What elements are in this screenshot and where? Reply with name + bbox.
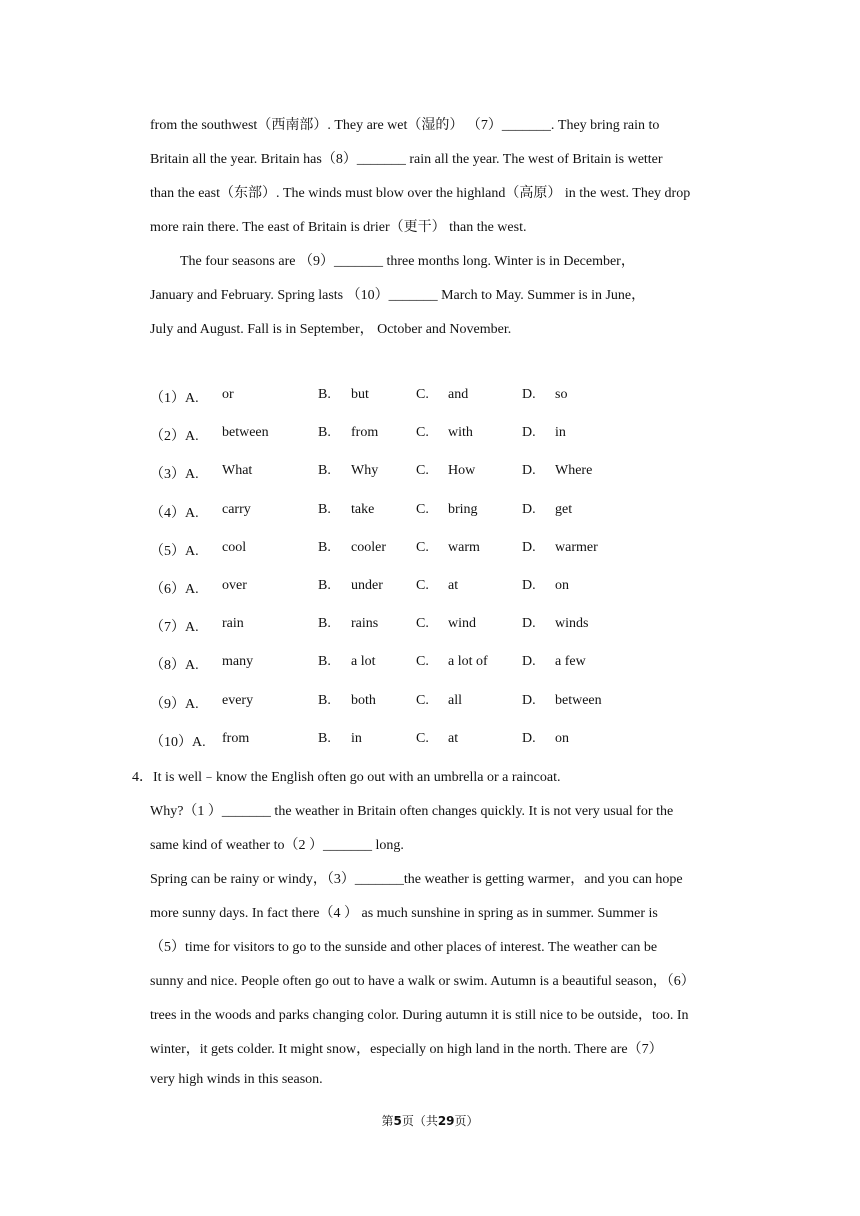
passage-line: January and February. Spring lasts （10）_______ March to May. Summer is in June， (150, 288, 646, 303)
option-c-label: C. (416, 540, 429, 555)
option-a-text: over (222, 578, 247, 593)
option-c-label: C. (416, 463, 429, 478)
passage-line: The four seasons are （9）_______ three months long. Winter is in December， (180, 254, 635, 269)
option-b-label: B. (318, 387, 331, 402)
option-a-text: or (222, 387, 234, 402)
footer-suffix: 页） (454, 1114, 479, 1128)
option-d-text: get (555, 502, 573, 517)
option-d-text: warmer (555, 540, 598, 555)
option-a-text: many (222, 654, 254, 669)
option-b-text: take (351, 502, 375, 517)
option-a-text: from (222, 731, 250, 746)
option-b-text: under (351, 578, 383, 593)
page-footer (0, 1112, 860, 1129)
passage-line: （5）time for visitors to go to the sunside and other places of interest. The weather can be (150, 940, 658, 955)
option-b-text: from (351, 425, 379, 440)
option-number: （2）A. (150, 429, 199, 444)
option-c-text: at (448, 731, 459, 746)
option-d-label: D. (522, 463, 536, 478)
option-d-text: so (555, 387, 568, 402)
footer-page-number: 5 (393, 1114, 402, 1128)
option-c-label: C. (416, 425, 429, 440)
option-d-label: D. (522, 654, 536, 669)
option-number: （7）A. (150, 620, 199, 635)
option-a-text: carry (222, 502, 251, 517)
passage-line: more rain there. The east of Britain is drier（更干） than the west. (150, 220, 527, 235)
option-b-text: both (351, 693, 376, 708)
option-d-label: D. (522, 578, 536, 593)
option-b-label: B. (318, 463, 331, 478)
option-d-label: D. (522, 616, 536, 631)
option-b-label: B. (318, 578, 331, 593)
option-d-label: D. (522, 731, 536, 746)
option-c-text: and (448, 387, 469, 402)
option-b-text: cooler (351, 540, 386, 555)
option-c-text: warm (448, 540, 480, 555)
option-number: （5）A. (150, 544, 199, 559)
option-c-text: with (448, 425, 473, 440)
option-c-label: C. (416, 502, 429, 517)
passage-line: same kind of weather to（2 ）_______ long. (150, 838, 404, 853)
question-4-title: 4．It is well﹣know the English often go out with an umbrella or a raincoat. (132, 770, 561, 785)
footer-prefix: 第 (381, 1114, 394, 1128)
option-d-label: D. (522, 540, 536, 555)
option-number: （9）A. (150, 697, 199, 712)
passage-line: July and August. Fall is in September， October and November. (150, 322, 512, 337)
option-b-text: but (351, 387, 369, 402)
option-b-label: B. (318, 502, 331, 517)
option-d-label: D. (522, 502, 536, 517)
option-c-label: C. (416, 578, 429, 593)
option-number: （3）A. (150, 467, 199, 482)
passage-line: Britain all the year. Britain has（8）_______ rain all the year. The west of Britain is wetter (150, 152, 663, 167)
option-c-label: C. (416, 654, 429, 669)
option-b-text: in (351, 731, 362, 746)
option-c-text: How (448, 463, 476, 478)
option-d-text: on (555, 578, 569, 593)
option-number: （10）A. (150, 735, 206, 750)
option-a-text: What (222, 463, 253, 478)
passage-line: Why?（1 ）_______ the weather in Britain often changes quickly. It is not very usual for the (150, 804, 674, 819)
option-b-label: B. (318, 425, 331, 440)
option-a-text: every (222, 693, 254, 708)
option-c-label: C. (416, 731, 429, 746)
option-b-label: B. (318, 616, 331, 631)
option-b-text: a lot (351, 654, 376, 669)
option-c-label: C. (416, 387, 429, 402)
option-c-text: bring (448, 502, 478, 517)
option-a-text: rain (222, 616, 244, 631)
option-number: （6）A. (150, 582, 199, 597)
option-d-text: Where (555, 463, 593, 478)
passage-line: winter，it gets colder. It might snow，especially on high land in the north. There are（7） (150, 1042, 663, 1057)
option-c-text: a lot of (448, 654, 488, 669)
option-d-text: winds (555, 616, 589, 631)
passage-line: sunny and nice. People often go out to have a walk or swim. Autumn is a beautiful season，（6） (150, 974, 695, 989)
option-d-label: D. (522, 425, 536, 440)
option-a-text: cool (222, 540, 247, 555)
option-b-text: rains (351, 616, 379, 631)
passage-line: more sunny days. In fact there（4 ） as much sunshine in spring as in summer. Summer is (150, 906, 658, 921)
option-b-label: B. (318, 731, 331, 746)
option-a-text: between (222, 425, 269, 440)
option-b-label: B. (318, 540, 331, 555)
footer-middle: 页（共 (401, 1114, 438, 1128)
option-b-label: B. (318, 654, 331, 669)
passage-line: than the east（东部）. The winds must blow over the highland（高原） in the west. They drop (150, 186, 691, 201)
passage-line: trees in the woods and parks changing color. During autumn it is still nice to be outside，too. In (150, 1008, 689, 1023)
option-c-text: wind (448, 616, 476, 631)
option-d-text: between (555, 693, 602, 708)
option-d-label: D. (522, 387, 536, 402)
option-c-label: C. (416, 616, 429, 631)
option-c-text: at (448, 578, 459, 593)
option-c-text: all (448, 693, 462, 708)
option-d-text: in (555, 425, 566, 440)
passage-line: very high winds in this season. (150, 1072, 323, 1087)
option-b-label: B. (318, 693, 331, 708)
passage-line: from the southwest（西南部）. They are wet（湿的） （7）_______. They bring rain to (150, 118, 660, 133)
option-d-label: D. (522, 693, 536, 708)
option-number: （4）A. (150, 506, 199, 521)
option-d-text: a few (555, 654, 586, 669)
footer-total-pages: 29 (437, 1114, 455, 1128)
option-c-label: C. (416, 693, 429, 708)
option-d-text: on (555, 731, 569, 746)
option-b-text: Why (351, 463, 379, 478)
option-number: （1）A. (150, 391, 199, 406)
option-number: （8）A. (150, 658, 199, 673)
passage-line: Spring can be rainy or windy，（3）_______the weather is getting warmer，and you can hope (150, 872, 683, 887)
